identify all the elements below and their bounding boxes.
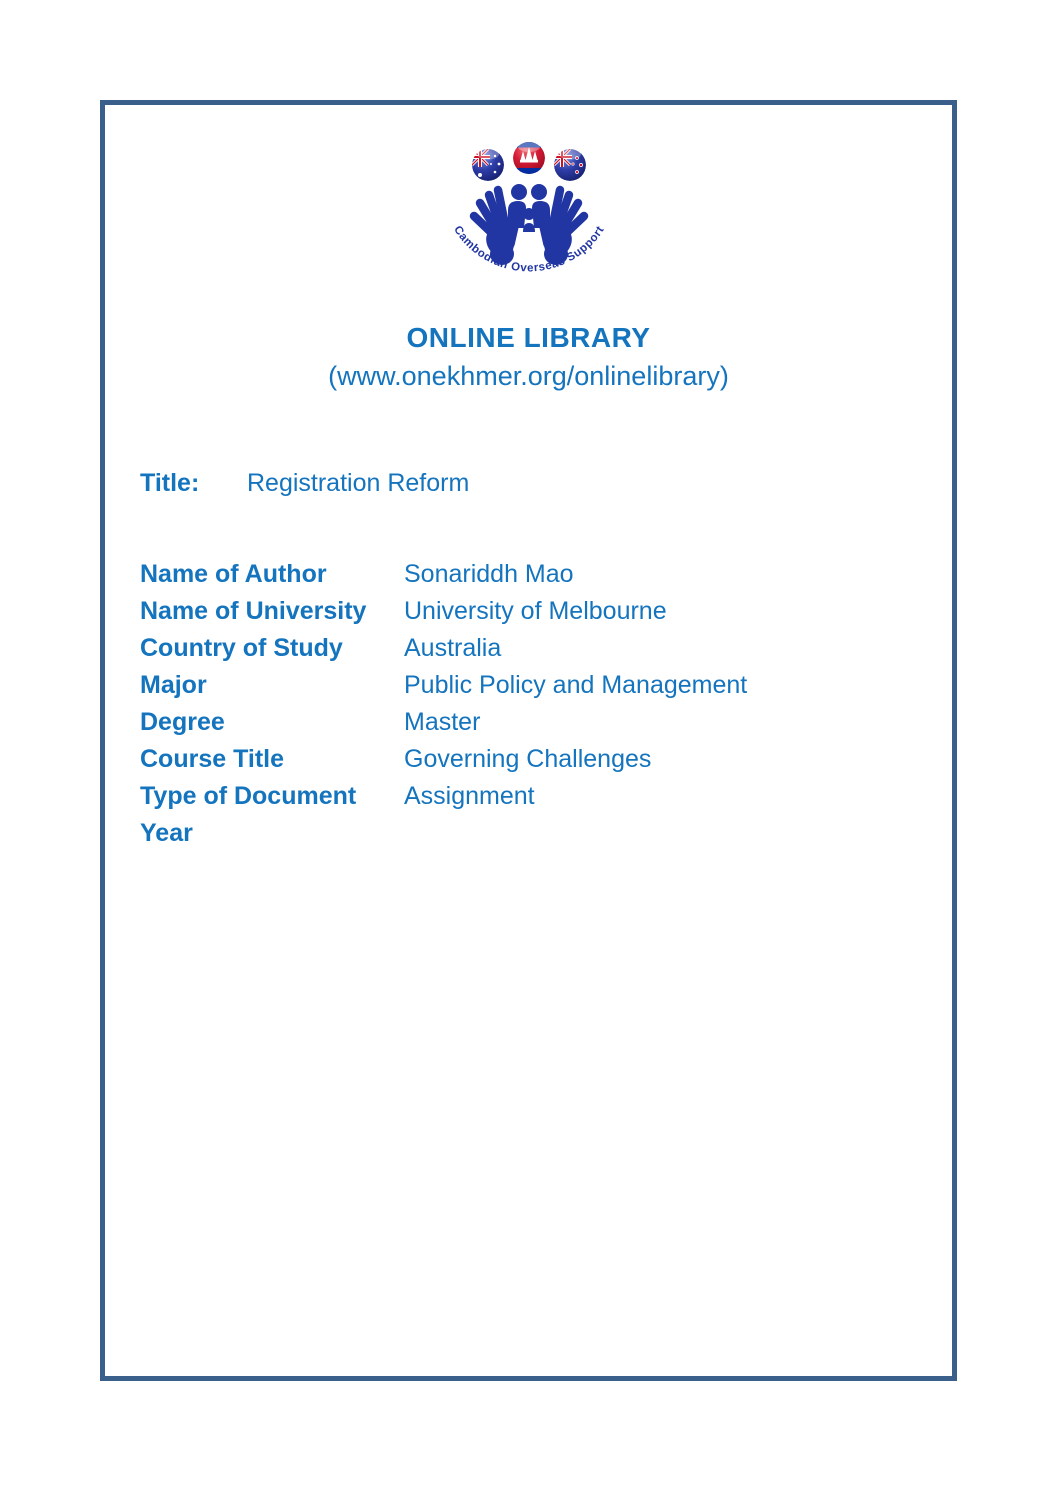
page-border-frame: [100, 100, 957, 1381]
metadata-row: [140, 593, 927, 630]
new-zealand-flag-icon: [552, 147, 586, 181]
field-label: Course Title: [140, 745, 285, 773]
metadata-row: [140, 741, 927, 778]
metadata-row: [140, 556, 927, 593]
field-label: Year: [140, 819, 193, 847]
metadata-row: [140, 704, 927, 741]
title-value: Registration Reform: [247, 469, 470, 497]
cambodian-overseas-support-logo: [444, 138, 614, 298]
field-value: University of Melbourne: [404, 597, 667, 625]
field-label: Type of Document: [140, 782, 357, 810]
document-metadata: [140, 468, 927, 852]
title-row: [140, 468, 927, 498]
organization-logo: [444, 138, 614, 298]
field-value: [404, 815, 927, 852]
field-value: Assignment: [404, 782, 535, 810]
cambodia-flag-icon: [513, 142, 545, 174]
field-value: Public Policy and Management: [404, 671, 748, 699]
field-label: Name of Author: [140, 560, 327, 588]
library-url: (www.onekhmer.org/onlinelibrary): [328, 361, 729, 391]
online-library-title: ONLINE LIBRARY: [406, 322, 651, 353]
field-value: Governing Challenges: [404, 745, 652, 773]
field-label: Degree: [140, 708, 225, 736]
metadata-table: [140, 556, 927, 852]
metadata-row: [140, 778, 927, 815]
metadata-row: [140, 630, 927, 667]
field-label: Major: [140, 671, 207, 699]
title-label: Title:: [140, 469, 200, 497]
field-label: Name of University: [140, 597, 367, 625]
field-value: Australia: [404, 634, 502, 662]
metadata-row: [140, 815, 927, 852]
australia-flag-icon: [470, 147, 504, 181]
field-label: Country of Study: [140, 634, 343, 662]
field-value: Master: [404, 708, 481, 736]
field-value: Sonariddh Mao: [404, 560, 574, 588]
metadata-row: [140, 667, 927, 704]
logo-curved-text: Cambodian Overseas Support: [450, 223, 607, 275]
